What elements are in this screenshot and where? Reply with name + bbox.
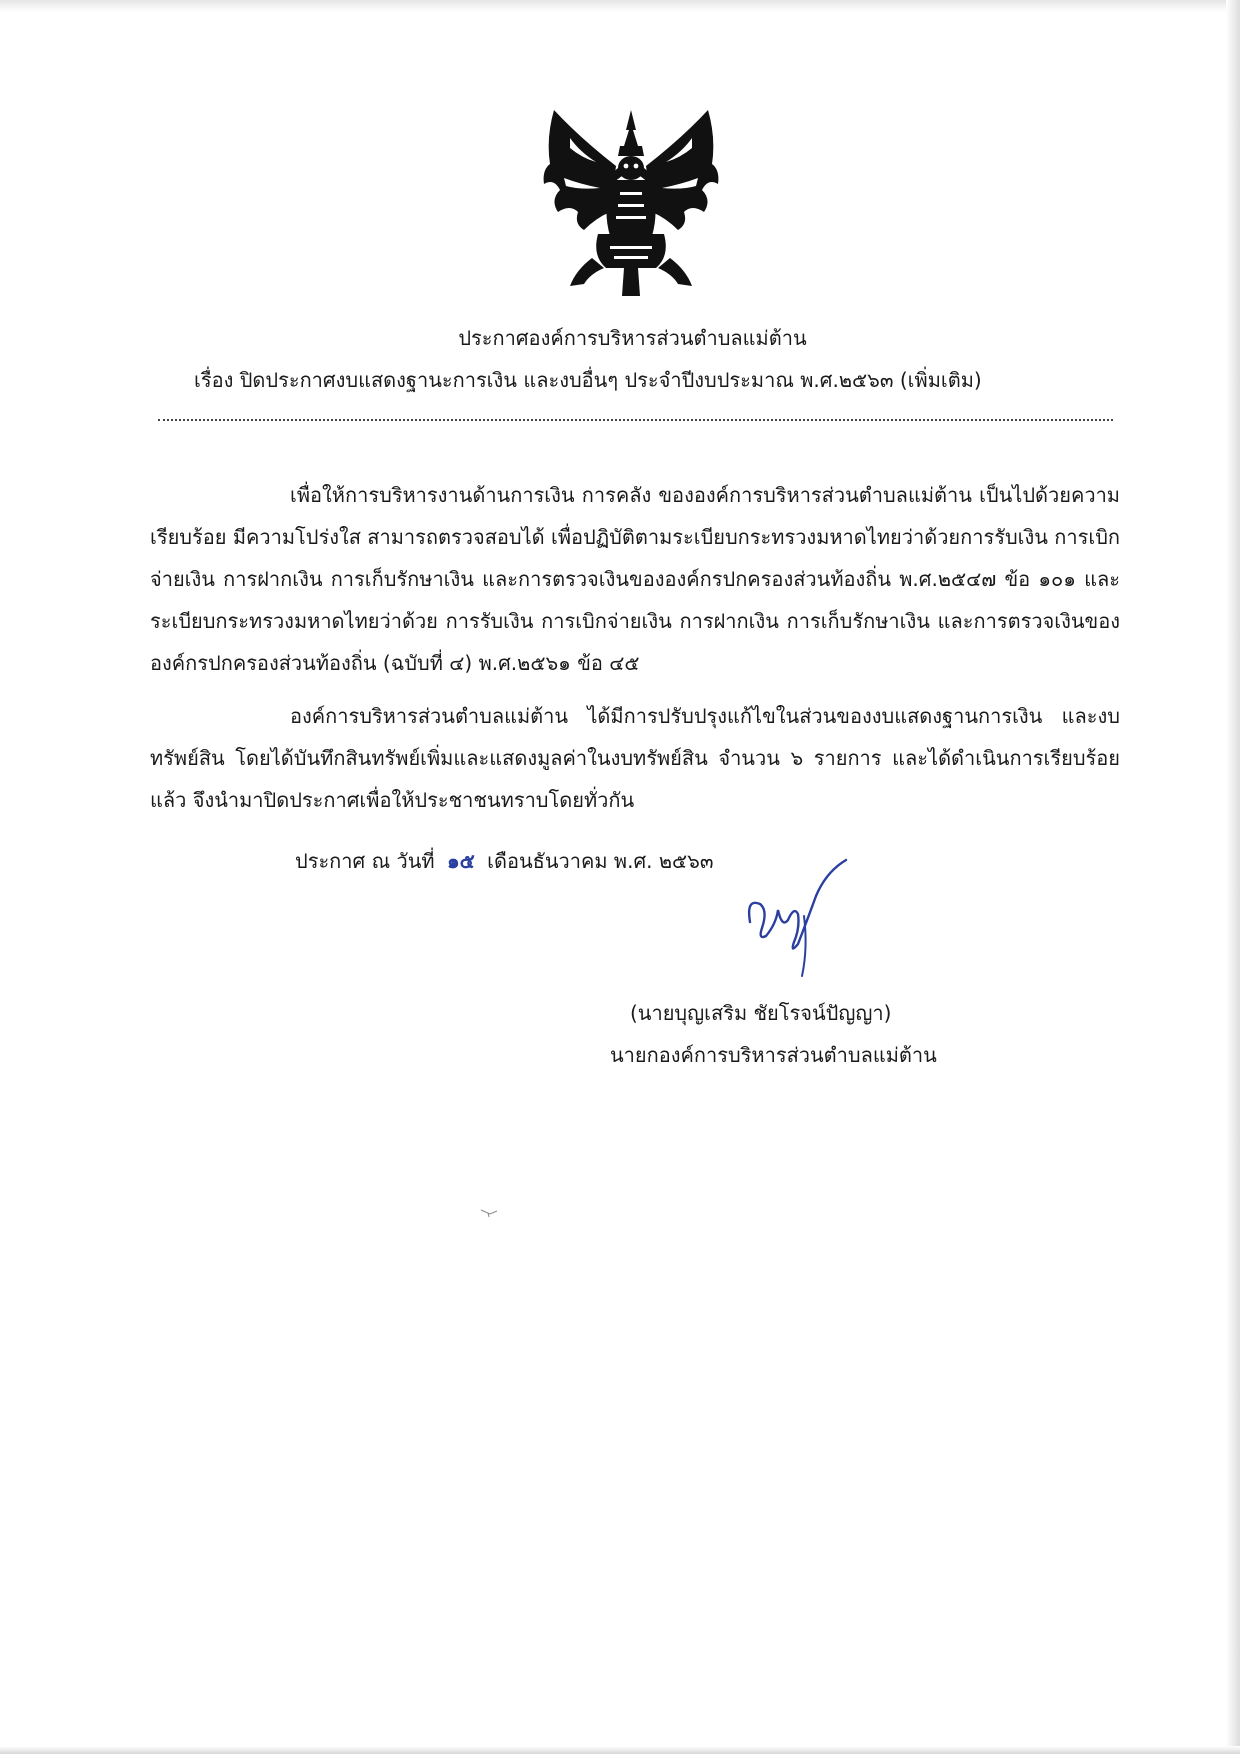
announcement-title: ประกาศองค์การบริหารส่วนตำบลแม่ต้าน <box>458 326 807 350</box>
body-paragraph-2: องค์การบริหารส่วนตำบลแม่ต้าน ได้มีการปรับปรุงแก้ไขในส่วนของงบแสดงฐานการเงิน และงบทรัพย์สิน โดยได้บันทึกสินทรัพย์เพิ่มและแสดงมูลค่าในงบทรัพย์สิน จำนวน ๖ รายการ และได้ดำเนินการเรียบร้อยแล้ว จึงนำมาปิดประกาศเพื่อให้ประชาชนทราบโดยทั่วกัน <box>150 704 1120 812</box>
date-day-handwritten: ๑๕ <box>446 849 475 873</box>
scan-shadow-top <box>0 0 1240 12</box>
scan-speck <box>480 1208 498 1218</box>
body-paragraph-1: เพื่อให้การบริหารงานด้านการเงิน การคลัง ขององค์การบริหารส่วนตำบลแม่ต้าน เป็นไปด้วยความเรียบร้อย มีความโปร่งใส สามารถตรวจสอบได้ เพื่อปฏิบัติตามระเบียบกระทรวงมหาดไทยว่าด้วยการรับเงิน การเบิกจ่ายเงิน การฝากเงิน การเก็บรักษาเงิน และการตรวจเงินขององค์กรปกครองส่วนท้องถิ่น พ.ศ.๒๕๔๗ ข้อ ๑๐๑ และระเบียบกระทรวงมหาดไทยว่าด้วย การรับเงิน การเบิกจ่ายเงิน การฝากเงิน การเก็บรักษาเงิน และการตรวจเงินขององค์กรปกครองส่วนท้องถิ่น (ฉบับที่ ๔) พ.ศ.๒๕๖๑ ข้อ ๔๕ <box>150 483 1121 675</box>
date-prefix: ประกาศ ณ วันที่ <box>295 849 435 873</box>
scan-shadow-right <box>1226 0 1240 1754</box>
date-month-year: เดือนธันวาคม พ.ศ. ๒๕๖๓ <box>487 849 714 873</box>
garuda-emblem-icon <box>540 108 722 300</box>
signer-name: (นายบุญเสริม ชัยโรจน์ปัญญา) <box>630 1001 892 1025</box>
announcement-date <box>295 845 714 877</box>
signer-title: นายกองค์การบริหารส่วนตำบลแม่ต้าน <box>610 1043 937 1067</box>
scan-shadow-bottom <box>0 1746 1240 1754</box>
dotted-divider <box>158 419 1113 421</box>
announcement-subject: เรื่อง ปิดประกาศงบแสดงฐานะการเงิน และงบอื่นๆ ประจำปีงบประมาณ พ.ศ.๒๕๖๓ (เพิ่มเติม) <box>194 368 982 392</box>
handwritten-signature <box>742 858 862 988</box>
